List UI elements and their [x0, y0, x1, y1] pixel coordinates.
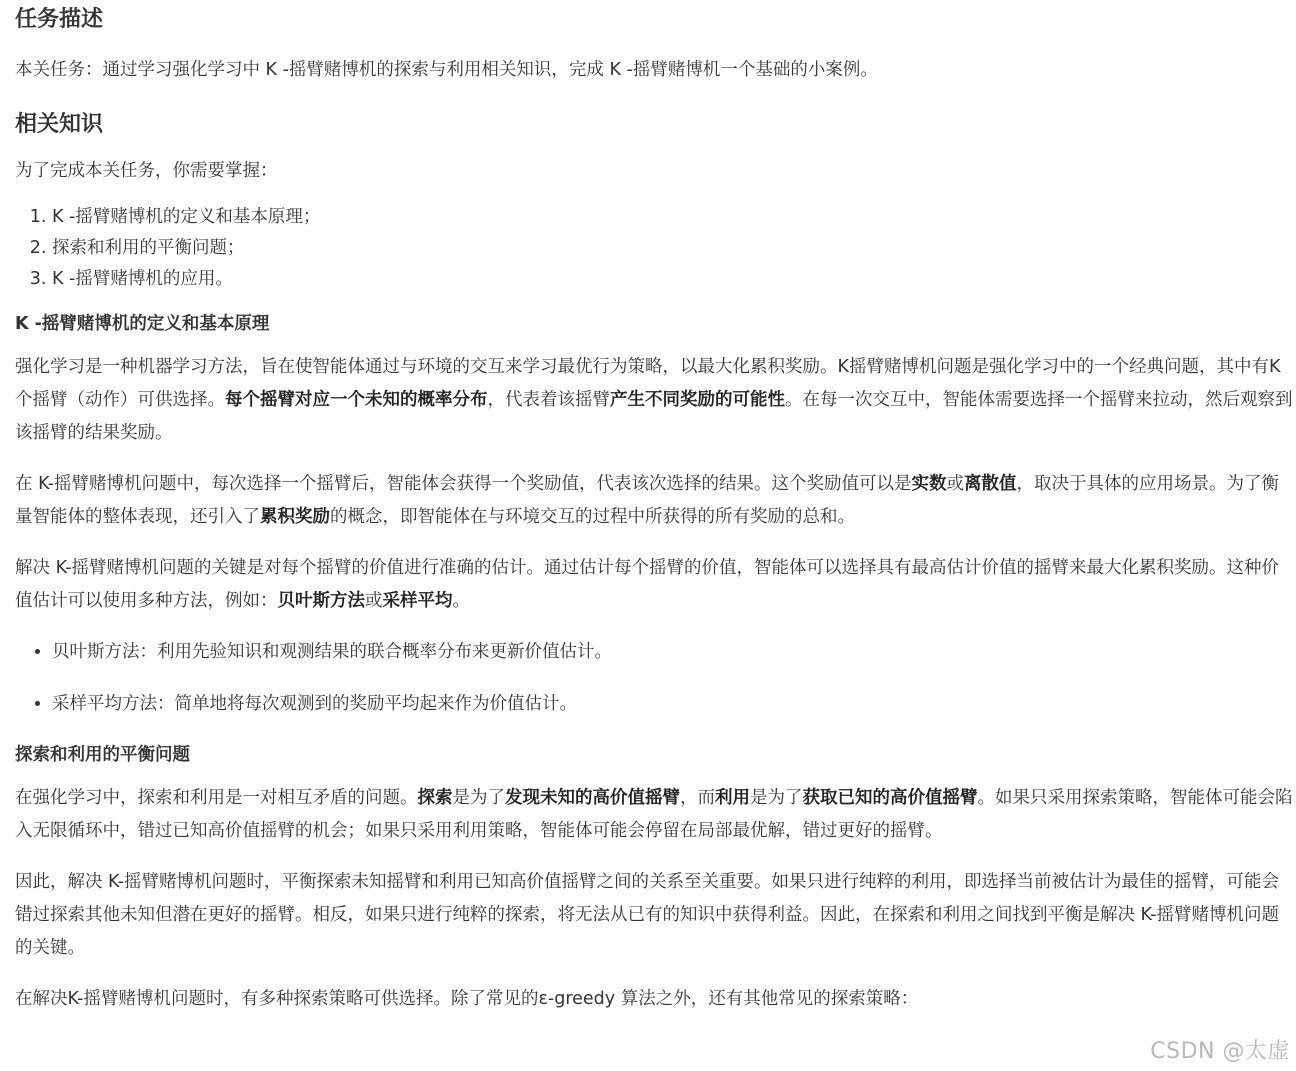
knowledge-intro: 为了完成本关任务，你需要掌握：	[15, 161, 278, 181]
section-title-balance: 探索和利用的平衡问题	[15, 745, 190, 765]
balance-paragraph-2: 因此，解决 K-摇臂赌博机问题时，平衡探索未知摇臂和利用已知高价值摇臂之间的关系至关重要。如果只进行纯粹的利用，即选择当前被估计为最佳的摇臂，可能会错过探索其他未知但潜在更好的摇臂。相反，如果只进行纯粹的探索，将无法从已有的知识中获得利益。因此，在探索和利用之间找到平衡是解决 K-摇臂赌博机问题的关键。	[15, 872, 1280, 958]
balance-paragraph-3: 在解决K-摇臂赌博机问题时，有多种探索策略可供选择。除了常见的ε-greedy 算法之外，还有其他常见的探索策略：	[15, 989, 919, 1009]
estimation-methods-list	[15, 636, 1294, 721]
list-item: 3. K -摇臂赌博机的应用。	[52, 264, 1294, 295]
section-title-task: 任务描述	[15, 7, 104, 32]
definition-paragraph-2: 在 K-摇臂赌博机问题中，每次选择一个摇臂后，智能体会获得一个奖励值，代表该次选择的结果。这个奖励值可以是实数或离散值，取决于具体的应用场景。为了衡量智能体的整体表现，还引入了累积奖励的概念，即智能体在与环境交互的过程中所获得的所有奖励的总和。	[15, 474, 1280, 527]
list-item: 2. 探索和利用的平衡问题；	[52, 233, 1294, 264]
csdn-watermark: CSDN @太虚	[1150, 1039, 1290, 1064]
knowledge-list	[15, 202, 1294, 295]
definition-paragraph-3: 解决 K-摇臂赌博机问题的关键是对每个摇臂的价值进行准确的估计。通过估计每个摇臂的价值，智能体可以选择具有最高估计价值的摇臂来最大化累积奖励。这种价值估计可以使用多种方法，例如：贝叶斯方法或采样平均。	[15, 558, 1280, 611]
section-title-definition: K -摇臂赌博机的定义和基本原理	[15, 314, 270, 334]
definition-paragraph-1: 强化学习是一种机器学习方法，旨在使智能体通过与环境的交互来学习最优行为策略，以最大化累积奖励。K摇臂赌博机问题是强化学习中的一个经典问题，其中有K个摇臂（动作）可供选择。每个摇臂对应一个未知的概率分布，代表着该摇臂产生不同奖励的可能性。在每一次交互中，智能体需要选择一个摇臂来拉动，然后观察到该摇臂的结果奖励。	[15, 357, 1293, 443]
list-item: 1. K -摇臂赌博机的定义和基本原理；	[52, 202, 1294, 233]
list-item: • 贝叶斯方法：利用先验知识和观测结果的联合概率分布来更新价值估计。	[52, 636, 1294, 669]
balance-paragraph-1: 在强化学习中，探索和利用是一对相互矛盾的问题。探索是为了发现未知的高价值摇臂，而利用是为了获取已知的高价值摇臂。如果只采用探索策略，智能体可能会陷入无限循环中，错过已知高价值摇臂的机会；如果只采用利用策略，智能体可能会停留在局部最优解，错过更好的摇臂。	[15, 788, 1293, 841]
list-item: • 采样平均方法：简单地将每次观测到的奖励平均起来作为价值估计。	[52, 688, 1294, 721]
task-text: 本关任务：通过学习强化学习中 K -摇臂赌博机的探索与利用相关知识，完成 K -摇臂赌博机一个基础的小案例。	[15, 60, 878, 80]
section-title-knowledge: 相关知识	[15, 112, 104, 137]
